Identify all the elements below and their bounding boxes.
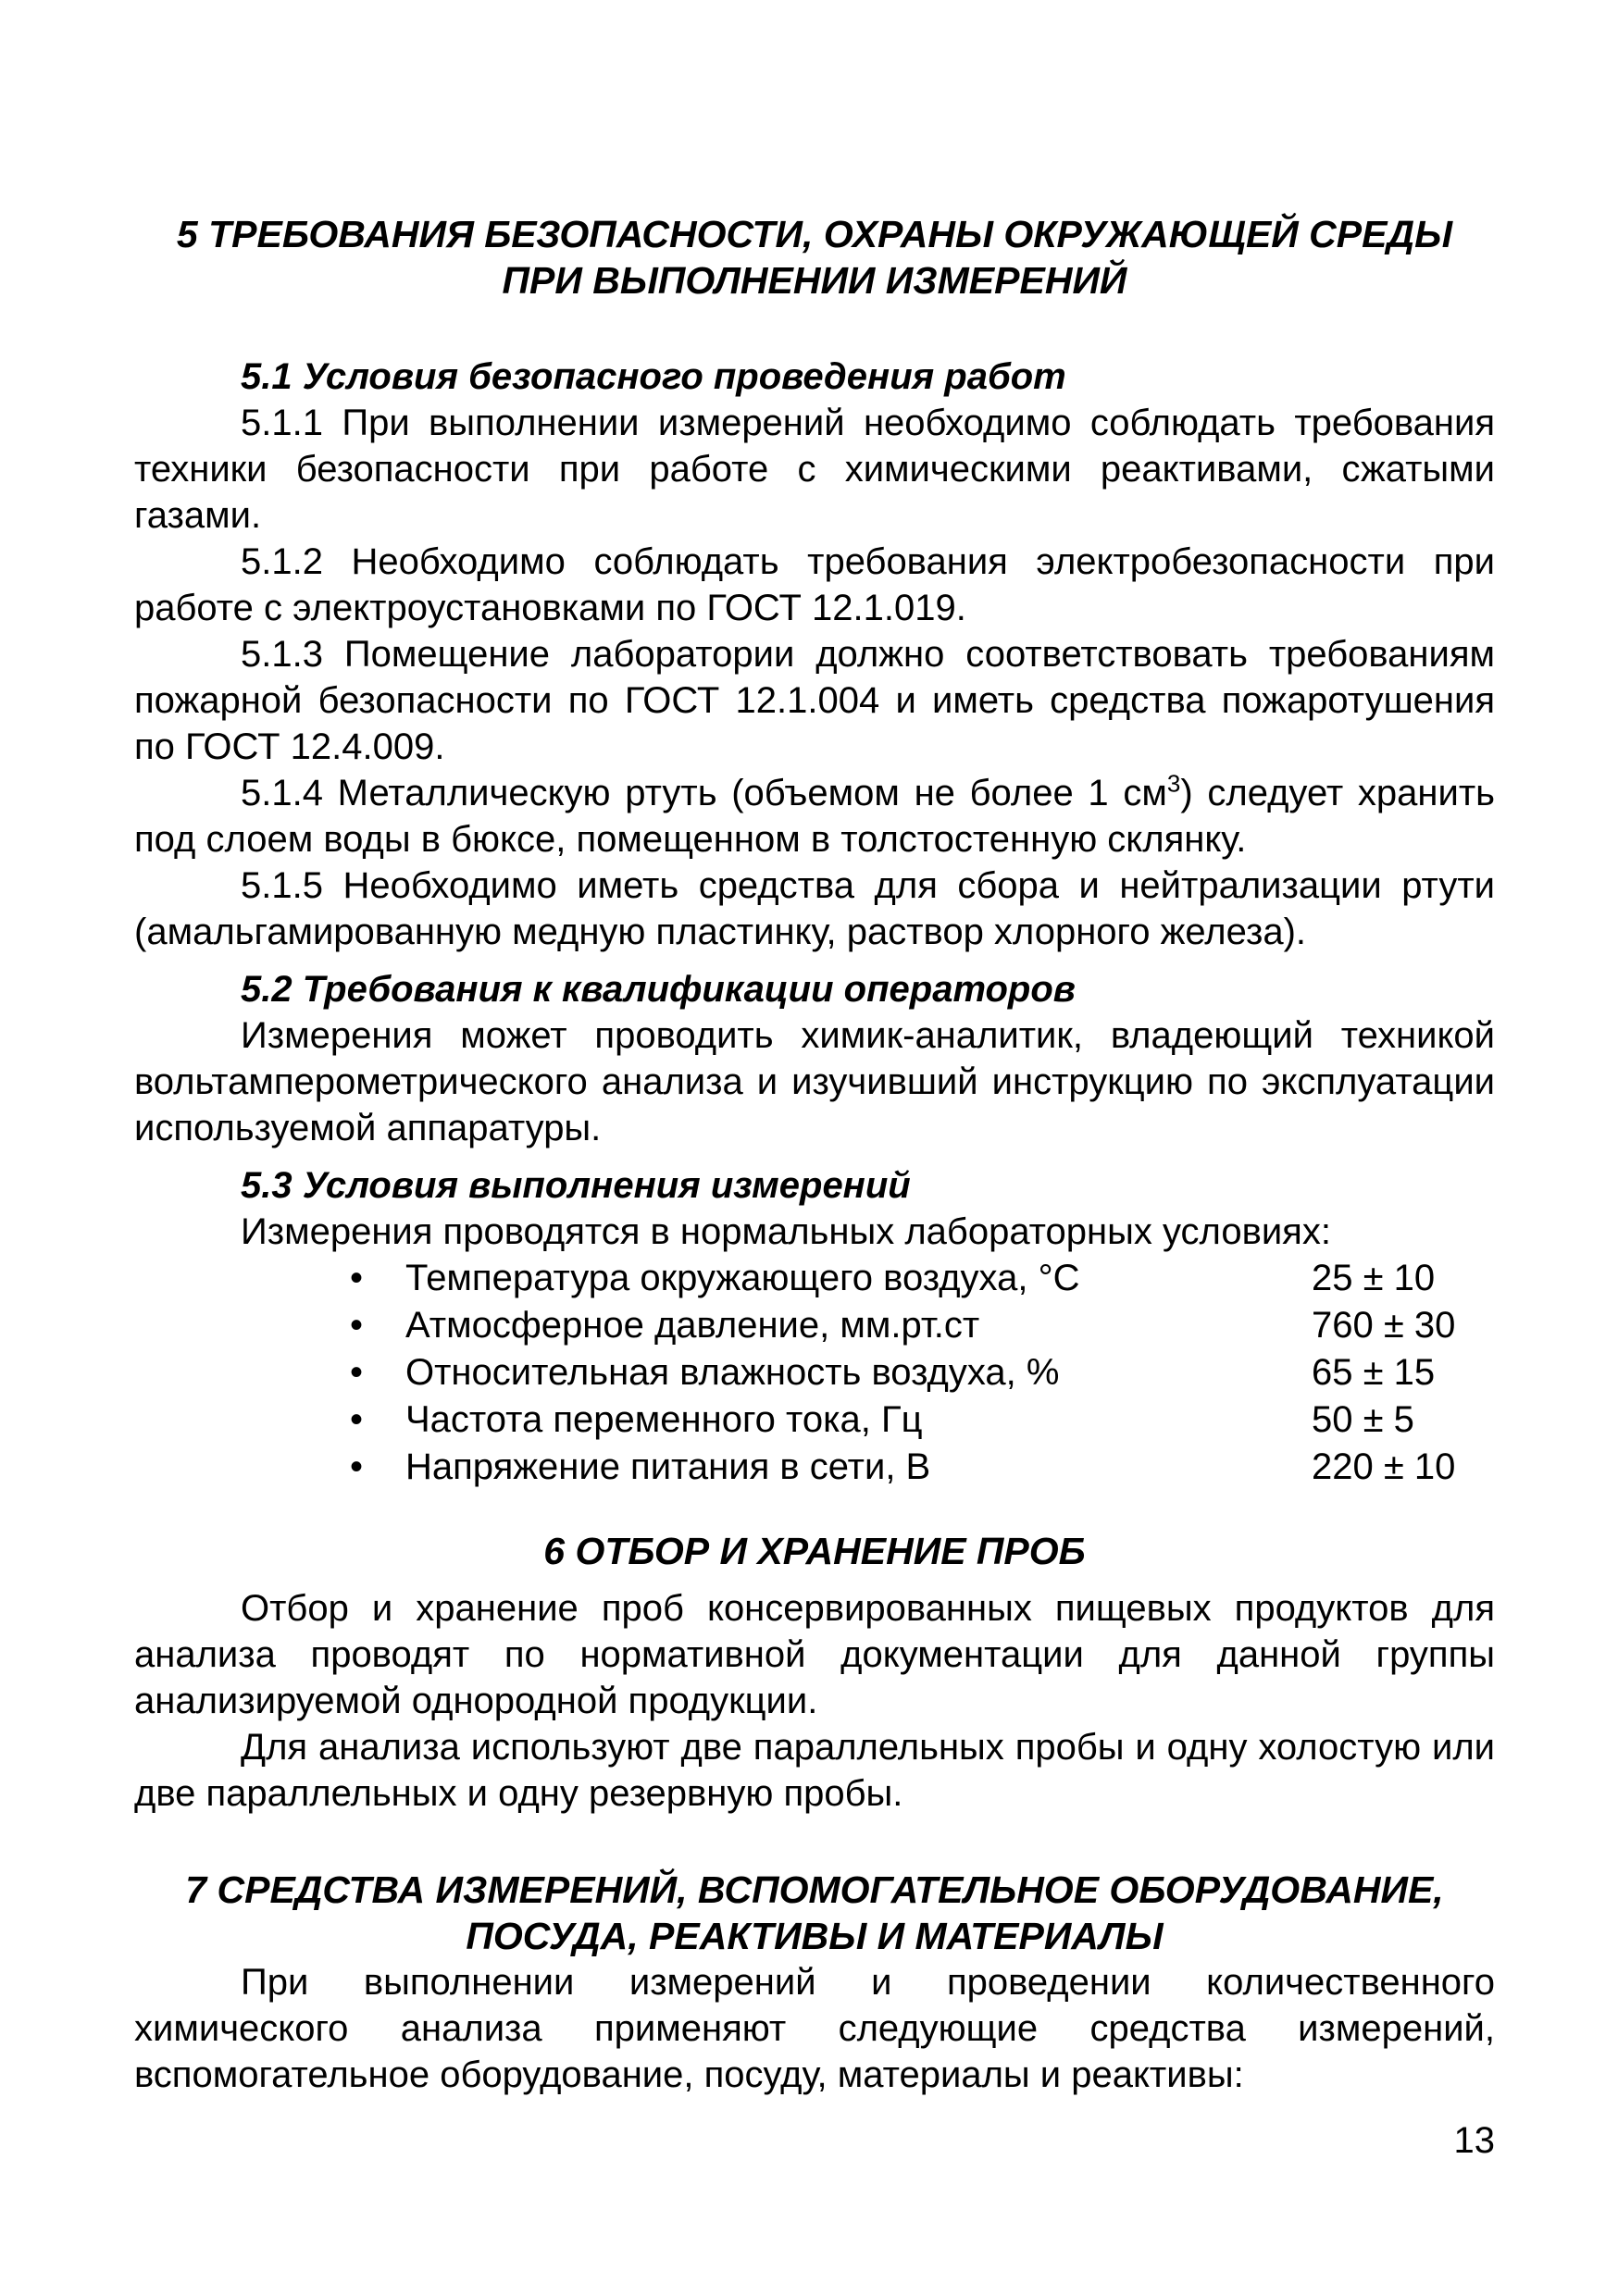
paragraph-5-1-4-end: ) следует хранить под слоем воды в бюксе, помещенном в толстостенную склянку. [134,773,1496,860]
bullet-icon: • [350,1352,364,1393]
section-7-title-line2: ПОСУДА, РЕАКТИВЫ И МАТЕРИАЛЫ [466,1915,1164,1957]
section-7-title [134,1867,1495,1959]
paragraph-5-1-4 [134,770,1495,863]
condition-label: Относительная влажность воздуха, % [405,1352,1060,1393]
subsection-5-2-heading: 5.2 Требования к квалификации операторов [241,969,1076,1010]
paragraph-5-1-5: 5.1.5 Необходимо иметь средства для сбора и нейтрализации ртути (амальгамированную медную пластинку, раствор хлорного железа). [134,865,1495,952]
superscript-3: 3 [1166,769,1181,798]
condition-value: 220 ± 10 [1312,1446,1456,1487]
list-item [134,1255,1495,1302]
paragraph-7-1: При выполнении измерений и проведении количественного химического анализа применяют следующие средства измерений, вспомогательное оборудование, посуду, материалы и реактивы: [134,1962,1495,2095]
section-5-title-line1: 5 ТРЕБОВАНИЯ БЕЗОПАСНОСТИ, ОХРАНЫ ОКРУЖАЮЩЕЙ СРЕДЫ [176,213,1453,255]
list-item [134,1444,1495,1491]
spacer [134,1817,1495,1867]
spacer [134,304,1495,354]
condition-label: Температура окружающего воздуха, °С [405,1258,1080,1298]
bullet-icon: • [350,1399,364,1440]
condition-label: Атмосферное давление, мм.рт.ст [405,1305,980,1346]
condition-value: 50 ± 5 [1312,1399,1414,1440]
paragraph-6-2: Для анализа используют две параллельных пробы и одну холостую или две параллельных и одну резервную пробы. [134,1727,1495,1814]
bullet-icon: • [350,1446,364,1487]
page-content [134,211,1495,2098]
page-number: 13 [1453,2120,1495,2161]
condition-label: Напряжение питания в сети, В [405,1446,931,1487]
paragraph-5-1-3: 5.1.3 Помещение лаборатории должно соответствовать требованиям пожарной безопасности по ГОСТ 12.1.004 и иметь средства пожаротушения по ГОСТ 12.4.009. [134,634,1495,767]
condition-label: Частота переменного тока, Гц [405,1399,923,1440]
list-item [134,1396,1495,1444]
paragraph-5-1-1: 5.1.1 При выполнении измерений необходимо соблюдать требования техники безопасности при работе с химическими реактивами, сжатыми газами. [134,403,1495,536]
section-5-title-line2: ПРИ ВЫПОЛНЕНИИ ИЗМЕРЕНИЙ [502,259,1127,302]
subsection-5-3-heading: 5.3 Условия выполнения измерений [241,1165,911,1206]
spacer [134,1491,1495,1528]
condition-value: 760 ± 30 [1312,1305,1456,1346]
spacer [134,1151,1495,1162]
paragraph-5-1-2: 5.1.2 Необходимо соблюдать требования электробезопасности при работе с электроустановками по ГОСТ 12.1.019. [134,541,1495,628]
list-item [134,1302,1495,1349]
conditions-list [134,1255,1495,1491]
section-7-title-line1: 7 СРЕДСТВА ИЗМЕРЕНИЙ, ВСПОМОГАТЕЛЬНОЕ ОБОРУДОВАНИЕ, [185,1868,1444,1911]
bullet-icon: • [350,1258,364,1298]
subsection-5-1-heading: 5.1 Условия безопасного проведения работ [241,356,1066,397]
section-6-title: 6 ОТБОР И ХРАНЕНИЕ ПРОБ [543,1530,1086,1572]
bullet-icon: • [350,1305,364,1346]
paragraph-5-2: Измерения может проводить химик-аналитик, владеющий техникой вольтамперометрического анализа и изучивший инструкцию по эксплуатации используемой аппаратуры. [134,1015,1495,1148]
paragraph-6-1: Отбор и хранение проб консервированных пищевых продуктов для анализа проводят по нормативной документации для данной группы анализируемой однородной продукции. [134,1588,1495,1721]
condition-value: 65 ± 15 [1312,1352,1436,1393]
condition-value: 25 ± 10 [1312,1258,1436,1298]
section-5-title [134,211,1495,304]
list-item [134,1349,1495,1396]
paragraph-5-1-4-start: 5.1.4 Металлическую ртуть (объемом не более 1 см [241,773,1167,813]
spacer [134,1574,1495,1585]
spacer [134,955,1495,966]
paragraph-5-3-intro: Измерения проводятся в нормальных лабораторных условиях: [241,1211,1331,1252]
